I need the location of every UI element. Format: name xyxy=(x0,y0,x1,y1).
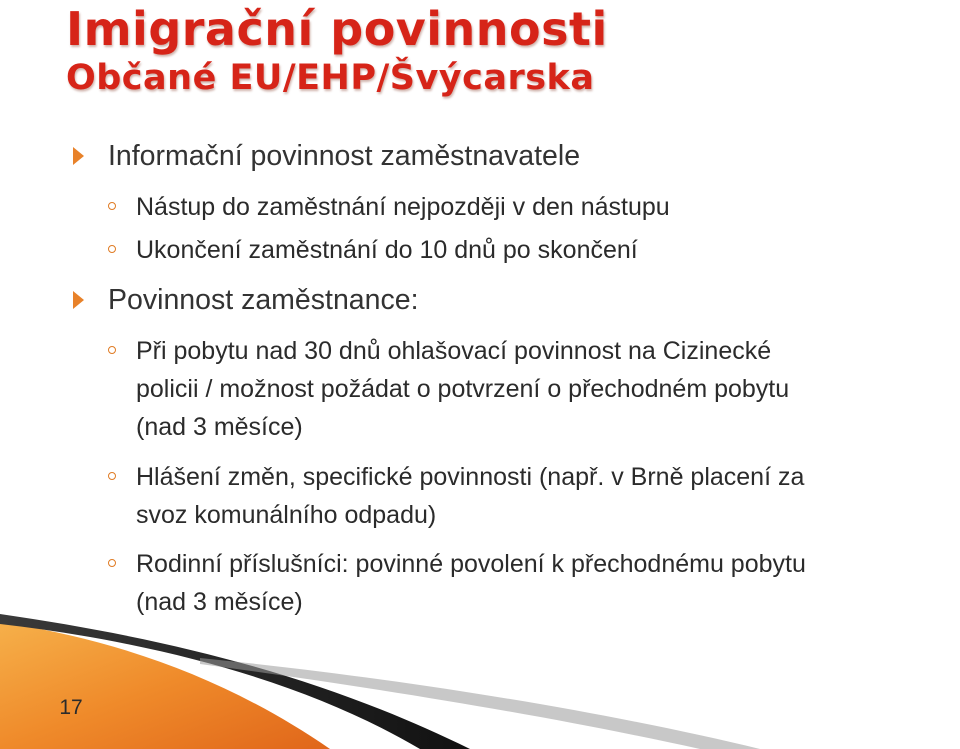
slide-header xyxy=(66,0,946,98)
sub-bullet-line: Při pobytu nad 30 dnů ohlašovací povinnost na Cizinecké xyxy=(136,337,772,365)
sub-bullet-line: Rodinní příslušníci: povinné povolení k přechodnému pobytu xyxy=(136,550,806,578)
slide-subtitle: Občané EU/EHP/Švýcarska xyxy=(66,58,595,98)
sub-bullet-text xyxy=(136,231,960,269)
arrow-bullet-icon xyxy=(73,291,84,309)
slide-title: Imigrační povinnosti xyxy=(66,2,608,56)
bullet-text: Povinnost zaměstnance: xyxy=(108,284,419,316)
sub-bullet-line: Hlášení změn, specifické povinnosti (např. v Brně placení za xyxy=(136,463,805,491)
sub-bullet-text xyxy=(136,188,960,226)
footer-swoosh-decoration xyxy=(0,600,960,749)
arrow-bullet-icon xyxy=(73,147,84,165)
sub-bullet-line: svoz komunálního odpadu) xyxy=(136,501,437,529)
circle-bullet-icon xyxy=(108,346,116,354)
sub-bullet-line: (nad 3 měsíce) xyxy=(136,413,303,441)
circle-bullet-icon xyxy=(108,472,116,480)
sub-bullet-text xyxy=(136,332,960,446)
page-number: 17 xyxy=(59,696,83,719)
sub-bullet-line: (nad 3 měsíce) xyxy=(136,588,303,616)
bullet-text: Informační povinnost zaměstnavatele xyxy=(108,140,581,172)
orange-swoosh xyxy=(0,622,330,749)
sub-bullet-text xyxy=(136,458,960,534)
sub-bullet-line: Ukončení zaměstnání do 10 dnů po skončení xyxy=(136,236,638,264)
circle-bullet-icon xyxy=(108,559,116,567)
circle-bullet-icon xyxy=(108,245,116,253)
circle-bullet-icon xyxy=(108,202,116,210)
sub-bullet-line: Nástup do zaměstnání nejpozději v den nástupu xyxy=(136,193,670,221)
sub-bullet-line: policii / možnost požádat o potvrzení o přechodném pobytu xyxy=(136,375,790,403)
